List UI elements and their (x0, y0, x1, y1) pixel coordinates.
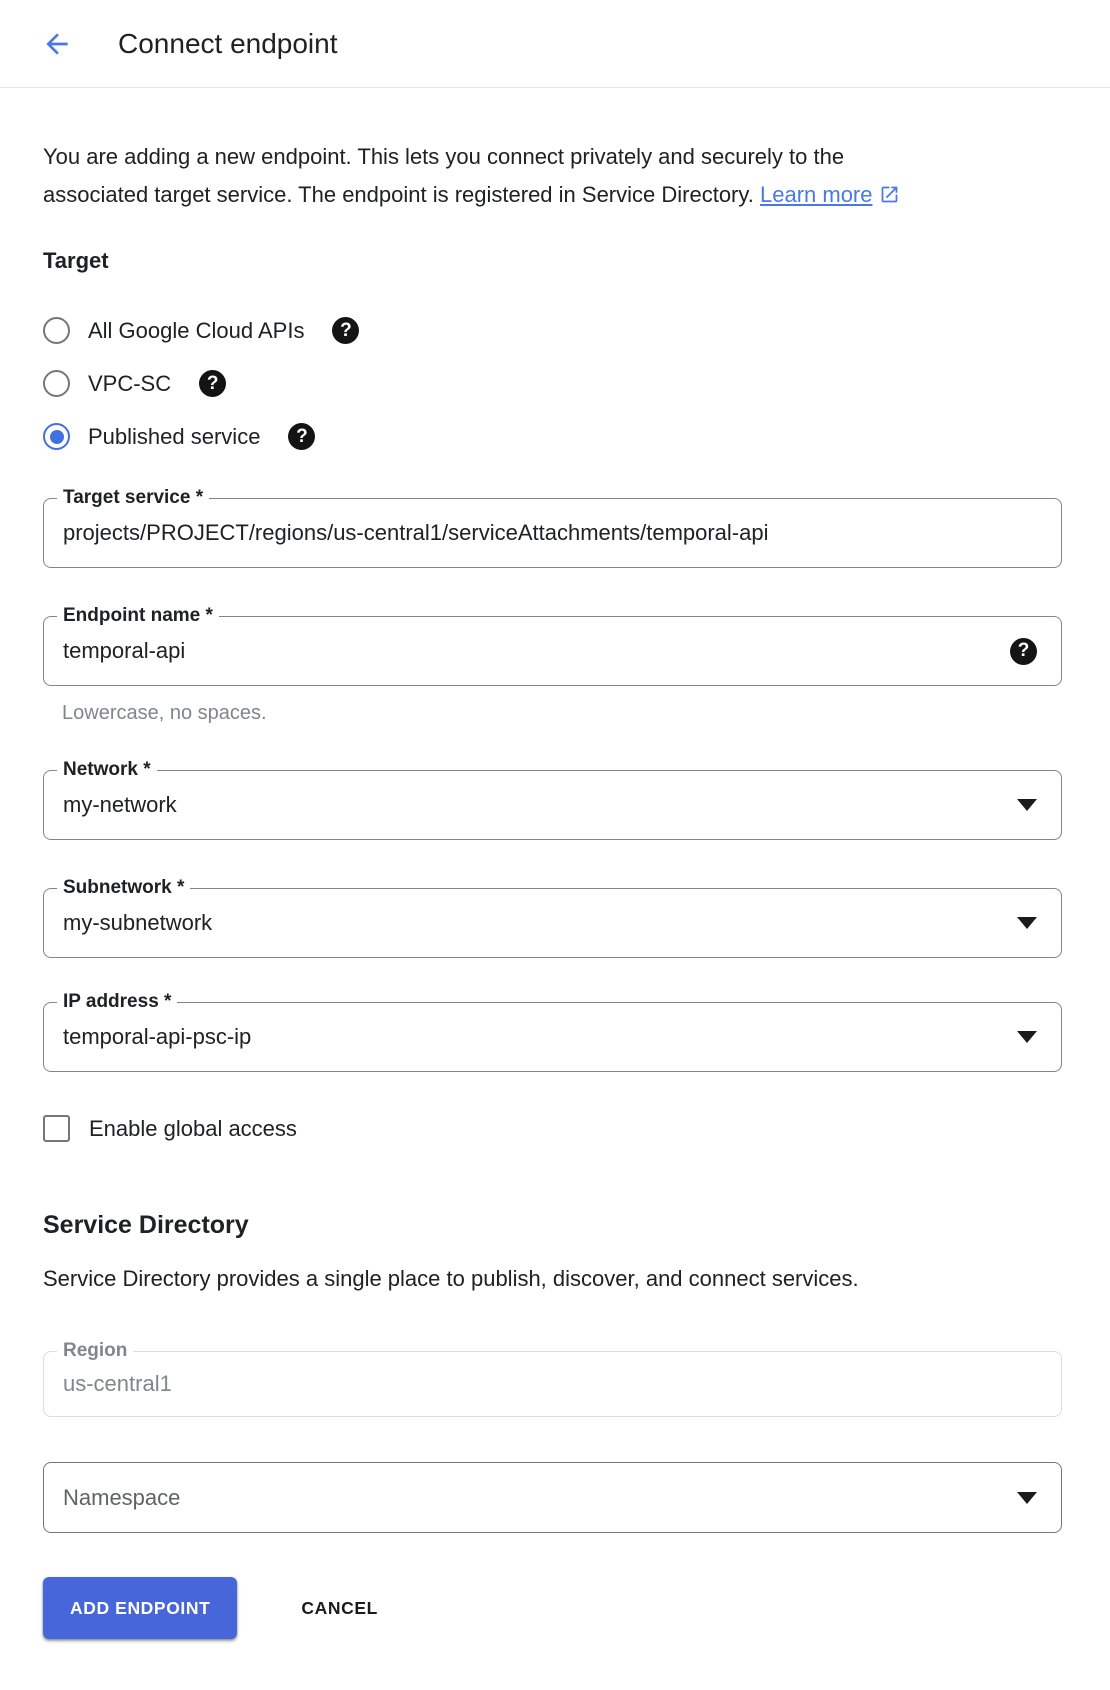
dropdown-arrow-icon[interactable] (1017, 917, 1037, 929)
service-directory-description: Service Directory provides a single place to publish, discover, and connect services. (43, 1266, 859, 1291)
radio-label: All Google Cloud APIs (88, 317, 305, 343)
subnetwork-value: my-subnetwork (63, 910, 213, 935)
radio-unselected-icon[interactable] (43, 317, 70, 344)
network-label: Network * (57, 759, 157, 781)
cancel-button[interactable]: CANCEL (301, 1597, 378, 1618)
page-header (0, 0, 1110, 88)
endpoint-name-label: Endpoint name * (57, 605, 219, 627)
subnetwork-dropdown[interactable] (43, 877, 1062, 958)
intro-text: You are adding a new endpoint. This lets you connect privately and securely to the associated target service. The endpoint is registered in Service Directory. Learn more (43, 138, 1003, 214)
help-icon[interactable]: ? (199, 370, 226, 397)
dropdown-arrow-icon[interactable] (1017, 799, 1037, 811)
target-service-value[interactable]: projects/PROJECT/regions/us-central1/serviceAttachments/temporal-api (63, 520, 769, 545)
open-in-new-icon[interactable] (873, 182, 900, 207)
back-button[interactable] (40, 27, 74, 61)
radio-selected-icon[interactable] (43, 423, 70, 450)
dropdown-arrow-icon[interactable] (1017, 1031, 1037, 1043)
target-service-label: Target service * (57, 487, 209, 509)
endpoint-name-value[interactable]: temporal-api (63, 638, 186, 663)
radio-option-vpc-sc[interactable] (43, 370, 1062, 397)
region-label: Region (57, 1340, 133, 1362)
dropdown-arrow-icon[interactable] (1017, 1492, 1037, 1504)
enable-global-access-row[interactable] (43, 1113, 1062, 1144)
namespace-dropdown[interactable] (43, 1462, 1062, 1533)
help-icon[interactable]: ? (288, 423, 315, 450)
endpoint-name-helper: Lowercase, no spaces. (62, 702, 267, 724)
add-endpoint-button[interactable]: ADD ENDPOINT (43, 1577, 237, 1639)
region-value: us-central1 (63, 1371, 172, 1396)
help-icon[interactable]: ? (1010, 638, 1037, 665)
ip-address-label: IP address * (57, 991, 177, 1013)
form-actions (43, 1577, 1062, 1639)
checkbox-unchecked-icon[interactable] (43, 1115, 70, 1142)
help-icon[interactable]: ? (332, 317, 359, 344)
form-content (0, 138, 1110, 1639)
network-dropdown[interactable] (43, 759, 1062, 840)
checkbox-label: Enable global access (89, 1115, 297, 1141)
ip-address-dropdown[interactable] (43, 991, 1062, 1072)
service-directory-heading: Service Directory (43, 1211, 249, 1239)
endpoint-name-field[interactable] (43, 605, 1062, 686)
page-title: Connect endpoint (118, 27, 338, 59)
radio-label: VPC-SC (88, 370, 172, 396)
learn-more-link[interactable]: Learn more (759, 182, 873, 207)
subnetwork-label: Subnetwork * (57, 877, 190, 899)
namespace-placeholder: Namespace (63, 1484, 181, 1510)
arrow-back-icon (41, 28, 73, 60)
network-value: my-network (63, 792, 177, 817)
region-field-disabled (43, 1340, 1062, 1417)
radio-label: Published service (88, 423, 261, 449)
target-group-label: Target (43, 248, 109, 273)
radio-unselected-icon[interactable] (43, 370, 70, 397)
radio-option-published-service[interactable] (43, 423, 1062, 450)
target-service-field[interactable] (43, 487, 1062, 568)
ip-address-value: temporal-api-psc-ip (63, 1024, 252, 1049)
radio-option-all-google-cloud-apis[interactable] (43, 317, 1062, 344)
